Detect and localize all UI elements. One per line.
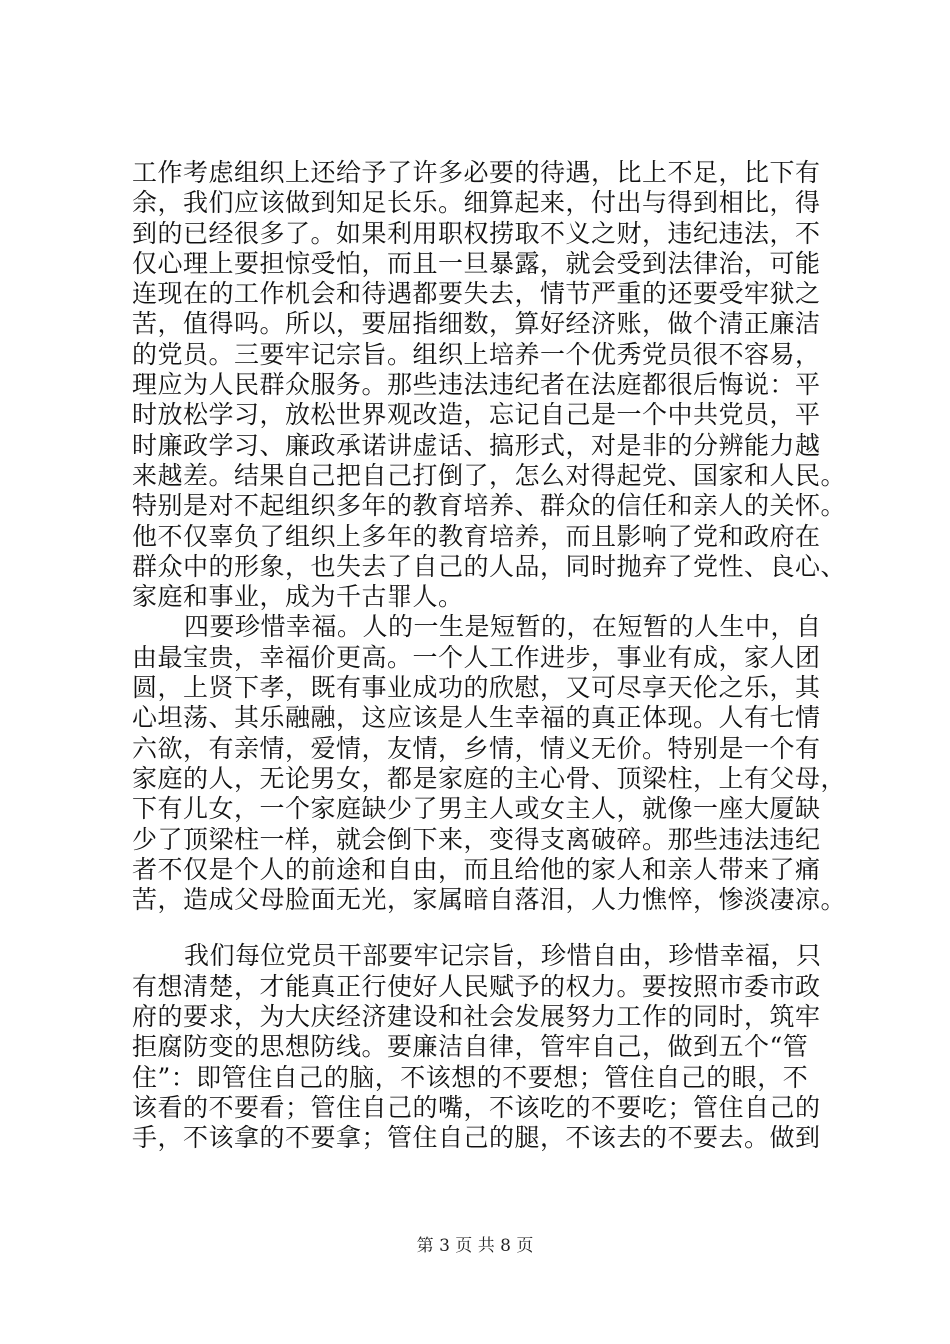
text-line: 到的已经很多了。如果利用职权捞取不义之财，违纪违法，不 (132, 218, 821, 248)
text-line: 工作考虑组织上还给予了许多必要的待遇，比上不足，比下有 (132, 158, 821, 187)
text-line: 四要珍惜幸福。人的一生是短暂的，在短暂的人生中，自 (184, 612, 822, 642)
text-line: 圆，上贤下孝，既有事业成功的欣慰，又可尽享天伦之乐，其 (132, 673, 821, 703)
text-line: 由最宝贵，幸福价更高。一个人工作进步，事业有成，家人团 (132, 642, 821, 672)
text-line: 少了顶梁柱一样，就会倒下来，变得支离破碎。那些违法违纪 (132, 824, 821, 854)
text-line: 仅心理上要担惊受怕，而且一旦暴露，就会受到法律治，可能 (132, 248, 821, 278)
text-line: 连现在的工作机会和待遇都要失去，情节严重的还要受牢狱之 (132, 279, 821, 309)
text-line: 拒腐防变的思想防线。要廉洁自律，管牢自己，做到五个“管 (132, 1032, 809, 1062)
text-line: 府的要求，为大庆经济建设和社会发展努力工作的同时，筑牢 (132, 1002, 821, 1032)
text-line: 群众中的形象，也失去了自己的人品，同时抛弃了党性、良心、 (132, 551, 847, 581)
text-line: 理应为人民群众服务。那些违法违纪者在法庭都很后悔说：平 (132, 370, 821, 400)
text-line: 苦，值得吗。所以，要屈指细数，算好经济账，做个清正廉洁 (132, 309, 821, 339)
document-body (132, 158, 854, 1154)
text-line: 住”：即管住自己的脑，不该想的不要想；管住自己的眼，不 (132, 1062, 809, 1092)
text-line: 的党员。三要牢记宗旨。组织上培养一个优秀党员很不容易， (132, 339, 821, 369)
text-line: 他不仅辜负了组织上多年的教育培养，而且影响了党和政府在 (132, 521, 821, 551)
text-line: 特别是对不起组织多年的教育培养、群众的信任和亲人的关怀。 (132, 491, 847, 521)
page-number-footer: 第 3 页 共 8 页 (416, 1236, 534, 1256)
text-line: 下有儿女，一个家庭缺少了男主人或女主人，就像一座大厦缺 (132, 794, 821, 824)
text-line: 余，我们应该做到知足长乐。细算起来，付出与得到相比，得 (132, 188, 821, 218)
paragraph-spacer (132, 915, 854, 941)
paragraph-2 (132, 612, 854, 915)
text-line: 家庭和事业，成为千古罪人。 (132, 582, 464, 612)
text-line: 我们每位党员干部要牢记宗旨，珍惜自由，珍惜幸福，只 (184, 941, 822, 971)
text-line: 有想清楚，才能真正行使好人民赋予的权力。要按照市委市政 (132, 971, 821, 1001)
text-line: 时廉政学习、廉政承诺讲虚话、搞形式，对是非的分辨能力越 (132, 430, 821, 460)
text-line: 苦，造成父母脸面无光，家属暗自落泪，人力憔悴，惨淡凄凉。 (132, 885, 847, 915)
paragraph-3 (132, 941, 854, 1153)
text-line: 手，不该拿的不要拿；管住自己的腿，不该去的不要去。做到 (132, 1123, 821, 1153)
text-line: 来越差。结果自己把自己打倒了，怎么对得起党、国家和人民。 (132, 460, 847, 490)
text-line: 六欲，有亲情，爱情，友情，乡情，情义无价。特别是一个有 (132, 733, 821, 763)
text-line: 该看的不要看；管住自己的嘴，不该吃的不要吃；管住自己的 (132, 1092, 821, 1122)
paragraph-1 (132, 158, 854, 612)
text-line: 家庭的人，无论男女，都是家庭的主心骨、顶梁柱，上有父母， (132, 763, 847, 793)
text-line: 心坦荡、其乐融融，这应该是人生幸福的真正体现。人有七情 (132, 703, 821, 733)
text-line: 时放松学习，放松世界观改造，忘记自己是一个中共党员，平 (132, 400, 821, 430)
text-line: 者不仅是个人的前途和自由，而且给他的家人和亲人带来了痛 (132, 854, 821, 884)
